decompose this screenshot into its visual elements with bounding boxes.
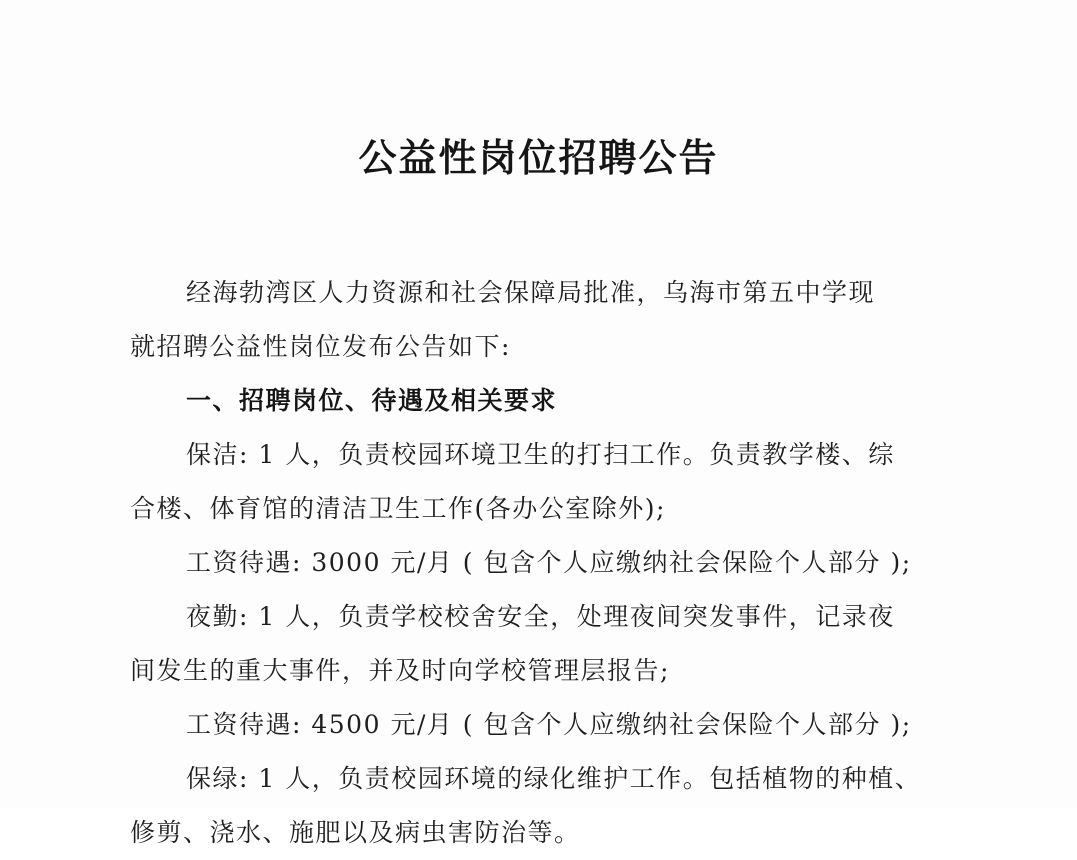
cleaner-duty-line-2: 合楼、体育馆的清洁卫生工作(各办公室除外);	[130, 494, 666, 523]
gardener-duty-line-1: 保绿: 1 人，负责校园环境的绿化维护工作。包括植物的种植、	[186, 764, 922, 793]
paragraph-intro-line-2: 就招聘公益性岗位发布公告如下:	[130, 332, 511, 361]
cleaner-duty-line-1: 保洁: 1 人，负责校园环境卫生的打扫工作。负责教学楼、综	[186, 440, 895, 469]
night-guard-duty-line-1: 夜勤: 1 人，负责学校校舍安全，处理夜间突发事件，记录夜	[186, 602, 895, 631]
gardener-duty-line-2: 修剪、浇水、施肥以及病虫害防治等。	[130, 818, 581, 847]
document-title: 公益性岗位招聘公告	[358, 136, 719, 180]
document-body	[130, 266, 960, 860]
night-guard-salary-line: 工资待遇: 4500 元/月 ( 包含个人应缴纳社会保险个人部分 );	[186, 710, 912, 739]
night-guard-duty-line-2: 间发生的重大事件，并及时向学校管理层报告;	[130, 656, 670, 685]
paragraph-intro-line-1: 经海勃湾区人力资源和社会保障局批准，乌海市第五中学现	[186, 278, 876, 307]
section-heading: 一、招聘岗位、待遇及相关要求	[186, 386, 558, 415]
cleaner-salary-line: 工资待遇: 3000 元/月 ( 包含个人应缴纳社会保险个人部分 );	[186, 548, 912, 577]
